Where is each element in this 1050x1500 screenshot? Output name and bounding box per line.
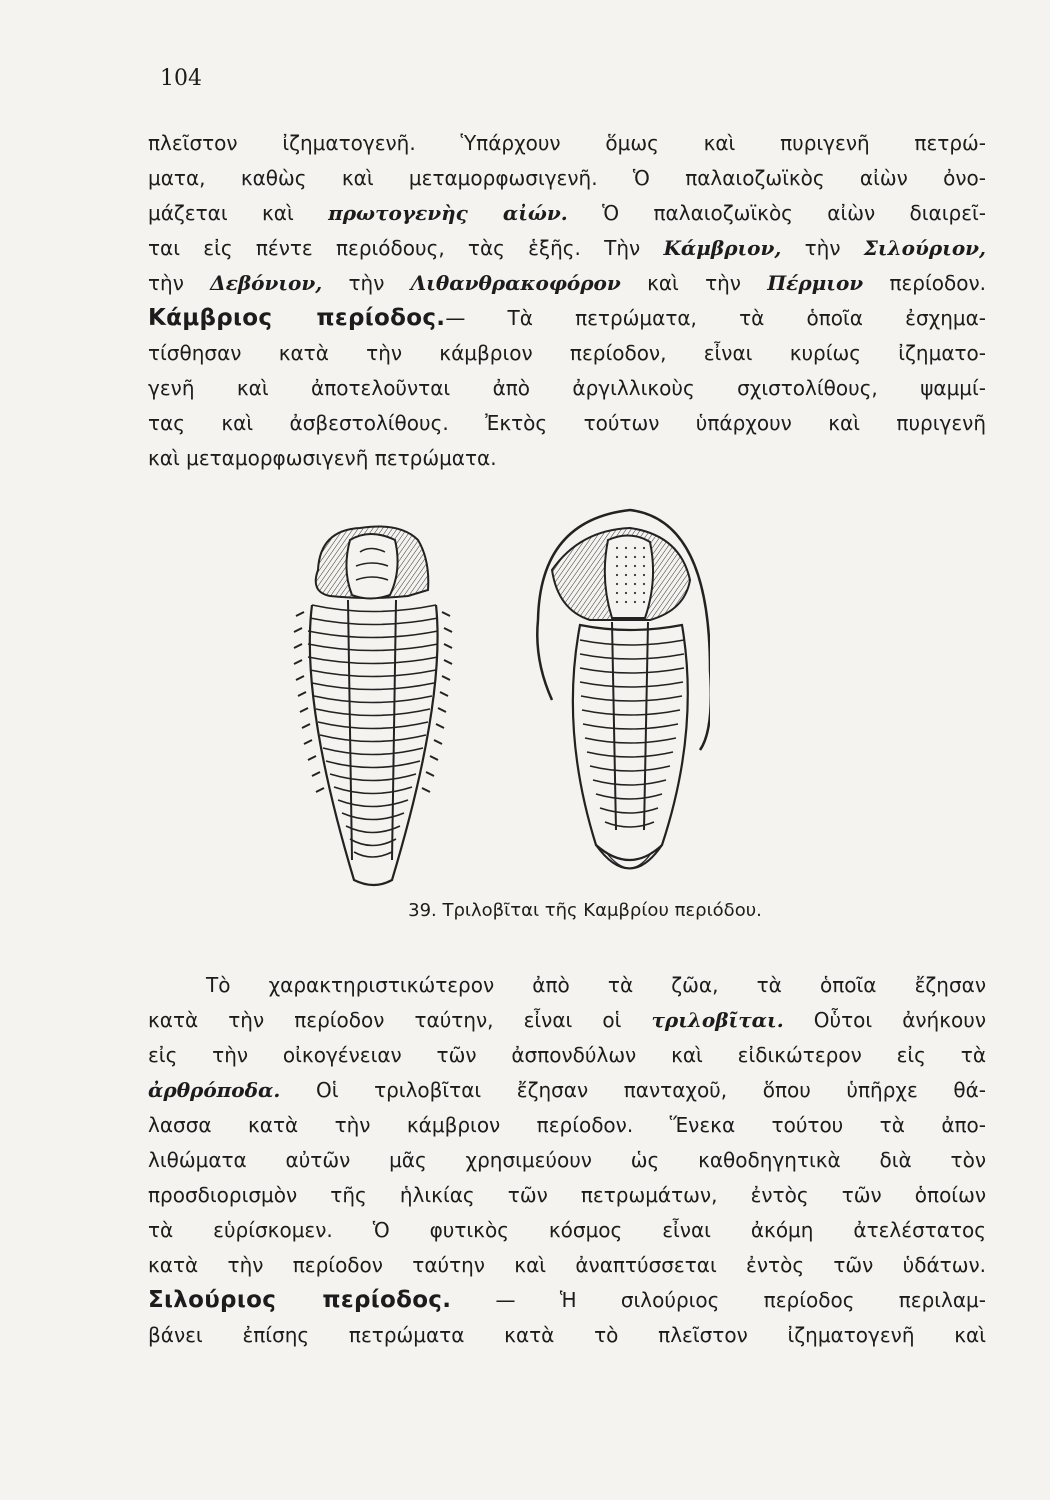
emphasis-term: πρωτογενὴς αἰών.: [328, 201, 568, 225]
text-line: [148, 336, 986, 371]
text-run: λιθώματα αὐτῶν μᾶς χρησιμεύουν ὡς καθοδηγητικὰ διὰ τὸν: [148, 1148, 986, 1172]
emphasis-term: Πέρμιον: [767, 271, 864, 295]
figure-caption: 39. Τριλοβῖται τῆς Καμβρίου περιόδου.: [408, 900, 762, 921]
text-run: τὴν: [322, 271, 411, 295]
trilobite-left: [294, 527, 452, 886]
text-run: ται εἰς πέντε περιόδους, τὰς ἑξῆς. Τὴν: [148, 236, 664, 260]
text-run: μάζεται καὶ: [148, 201, 329, 225]
emphasis-term: Λιθανθρακοφόρον: [410, 271, 621, 295]
text-run: ματα, καθὼς καὶ μεταμορφωσιγενῆ. Ὁ παλαιοζωϊκὸς αἰὼν ὀνο-: [148, 166, 986, 190]
emphasis-term: Κάμβριον,: [663, 236, 782, 260]
section-heading: Σιλούριος περίοδος.: [148, 1287, 452, 1313]
trilobite-illustration: [290, 500, 710, 900]
text-run: τας καὶ ἀσβεστολίθους. Ἐκτὸς τούτων ὑπάρχουν καὶ πυριγενῆ: [148, 411, 986, 435]
text-run: προσδιορισμὸν τῆς ἡλικίας τῶν πετρωμάτων, ἐντὸς τῶν ὁποίων: [148, 1183, 986, 1207]
text-line: [148, 301, 986, 336]
text-line: [148, 1003, 986, 1038]
text-line: [148, 1318, 986, 1353]
emphasis-term: Δεβόνιον,: [210, 271, 323, 295]
section-heading: Κάμβριος περίοδος.: [148, 305, 446, 331]
emphasis-term: τριλοβῖται.: [651, 1008, 784, 1032]
text-run: κατὰ τὴν περίοδον ταύτην καὶ ἀναπτύσσεται ἐντὸς τῶν ὑδάτων.: [148, 1253, 986, 1277]
text-line: [148, 406, 986, 441]
paragraph-cambrian-intro: [148, 126, 986, 476]
text-run: — Τὰ πετρώματα, τὰ ὁποῖα ἐσχημα-: [445, 306, 986, 330]
text-line: [148, 231, 986, 266]
text-line: [148, 1283, 986, 1318]
text-line: [148, 1213, 986, 1248]
text-line: [148, 126, 986, 161]
trilobite-right: [537, 510, 710, 869]
text-line: [148, 371, 986, 406]
text-line: [148, 1178, 986, 1213]
paragraph-trilobites: [148, 968, 986, 1353]
text-run: τὴν: [148, 271, 211, 295]
text-run: τὰ εὑρίσκομεν. Ὁ φυτικὸς κόσμος εἶναι ἀκόμη ἀτελέστατος: [148, 1218, 986, 1242]
text-line: [148, 266, 986, 301]
text-run: τὴν: [781, 236, 864, 260]
text-line: [148, 1108, 986, 1143]
text-run: Οὗτοι ἀνήκουν: [783, 1008, 987, 1032]
text-run: λασσα κατὰ τὴν κάμβριον περίοδον. Ἕνεκα τούτου τὰ ἀπο-: [148, 1113, 986, 1137]
trilobite-figure: [290, 500, 710, 900]
text-run: βάνει ἐπίσης πετρώματα κατὰ τὸ πλεῖστον ἰζηματογενῆ καὶ: [148, 1323, 986, 1347]
text-run: καὶ μεταμορφωσιγενῆ πετρώματα.: [148, 446, 497, 470]
text-line: [148, 1073, 986, 1108]
text-run: τίσθησαν κατὰ τὴν κάμβριον περίοδον, εἶναι κυρίως ἰζηματο-: [148, 341, 986, 365]
text-line: [148, 1248, 986, 1283]
text-line: [148, 196, 986, 231]
text-run: καὶ τὴν: [620, 271, 768, 295]
text-run: πλεῖστον ἰζηματογενῆ. Ὑπάρχουν ὅμως καὶ πυριγενῆ πετρώ-: [148, 131, 986, 155]
text-run: Ὁ παλαιοζωϊκὸς αἰὼν διαιρεῖ-: [567, 201, 986, 225]
emphasis-term: ἀρθρόποδα.: [148, 1078, 281, 1102]
page-number: 104: [160, 66, 202, 91]
text-run: Τὸ χαρακτηριστικώτερον ἀπὸ τὰ ζῶα, τὰ ὁποῖα ἔζησαν: [206, 973, 986, 997]
text-line: [148, 1038, 986, 1073]
text-line: [148, 161, 986, 196]
text-run: εἰς τὴν οἰκογένειαν τῶν ἀσπονδύλων καὶ εἰδικώτερον εἰς τὰ: [148, 1043, 986, 1067]
text-run: κατὰ τὴν περίοδον ταύτην, εἶναι οἱ: [148, 1008, 652, 1032]
emphasis-term: Σιλούριον,: [863, 236, 986, 260]
text-run: γενῆ καὶ ἀποτελοῦνται ἀπὸ ἀργιλλικοὺς σχιστολίθους, ψαμμί-: [148, 376, 986, 400]
text-line: [148, 968, 986, 1003]
text-run: Οἱ τριλοβῖται ἔζησαν πανταχοῦ, ὅπου ὑπῆρχε θά-: [280, 1078, 986, 1102]
text-run: — Ἡ σιλούριος περίοδος περιλαμ-: [451, 1288, 986, 1312]
text-line: [148, 1143, 986, 1178]
text-run: περίοδον.: [863, 271, 986, 295]
text-line: [148, 441, 986, 476]
